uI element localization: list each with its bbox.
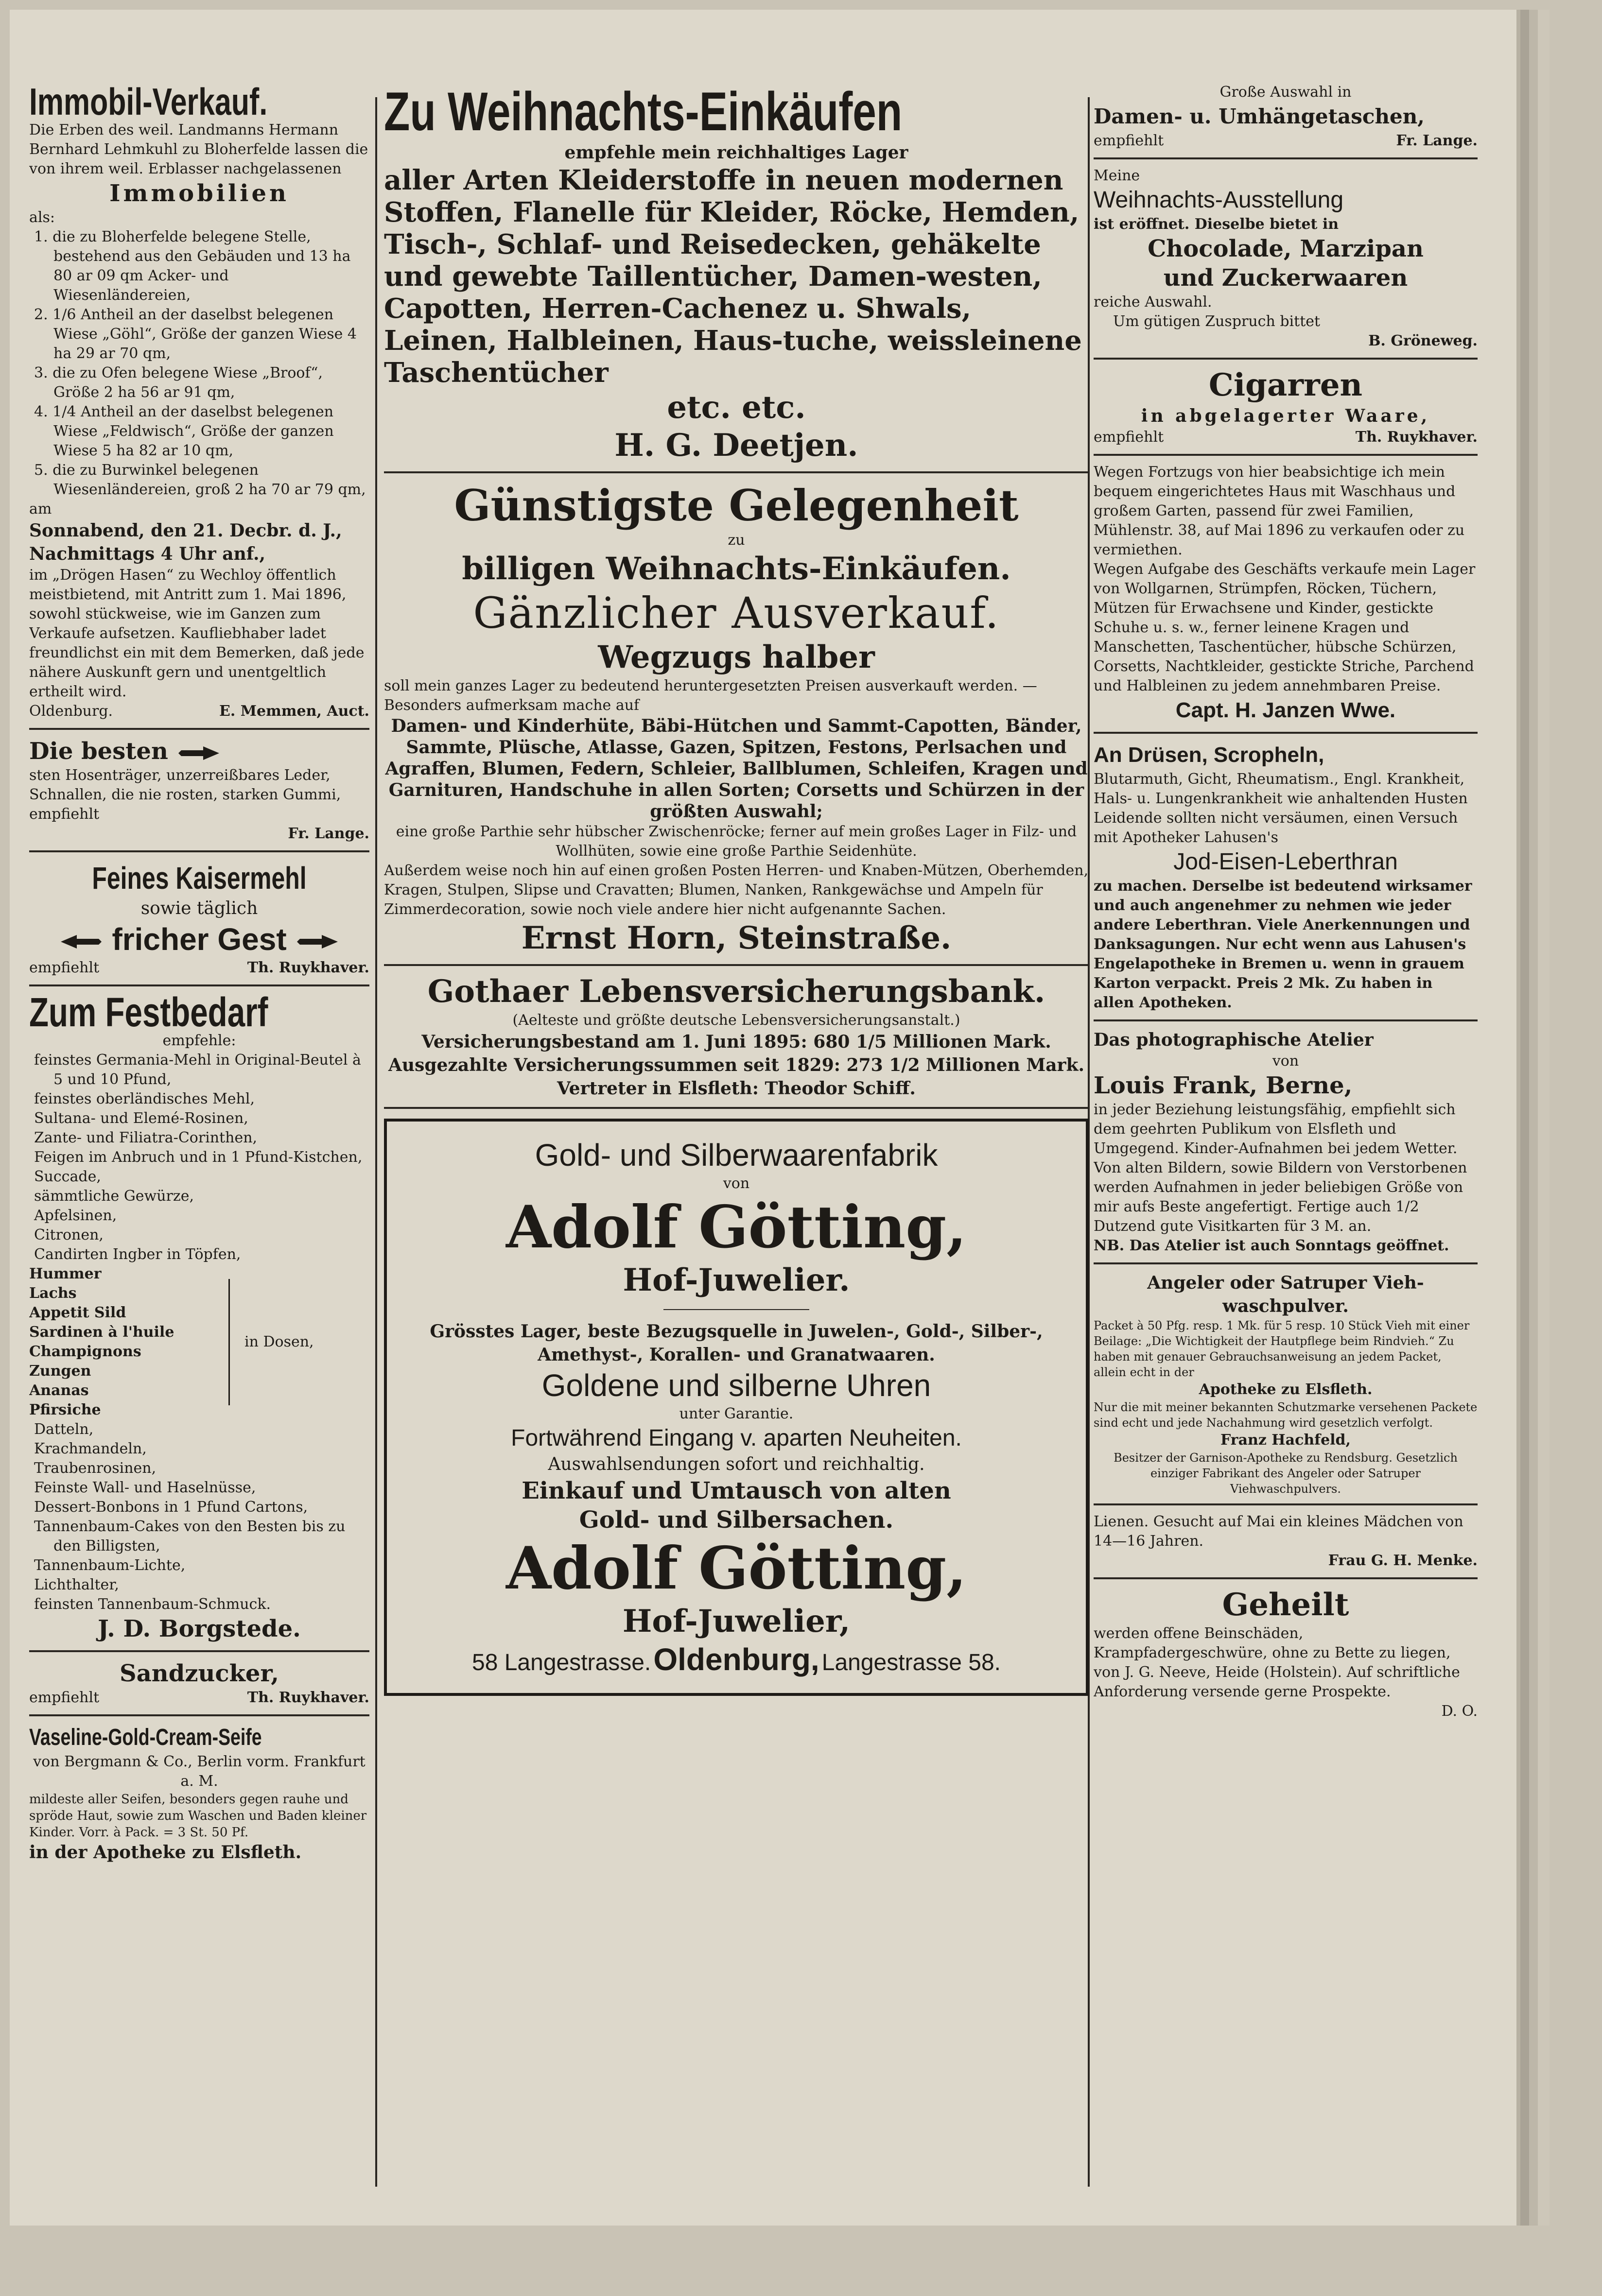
divider [1094, 157, 1478, 159]
ad-title: Cigarren [1208, 367, 1363, 403]
company-address [397, 1640, 1076, 1678]
ad-title-3: und Zuckerwaaren [1163, 264, 1408, 292]
ad-signer: in der Apotheke zu Elsfleth. [29, 1842, 302, 1863]
ad-title: Gothaer Lebensversicherungsbank. [427, 973, 1045, 1010]
ad-signer: Ernst Horn, Steinstraße. [521, 920, 952, 956]
ad-body: Blutarmuth, Gicht, Rheumatism., Engl. Krankheit, Hals- u. Lungenkrankheit wie anhaltenden Husten Leidende sollten nicht versäumen, einen Versuch mit Apotheker Lahusen's [1094, 771, 1468, 846]
divider [663, 1309, 809, 1310]
ad-zuspruch: Um gütigen Zuspruch bittet [1113, 313, 1321, 330]
frank-ad [1094, 1028, 1478, 1256]
ad-line: Große Auswahl in [1219, 84, 1352, 101]
ad-body: sten Hosenträger, unzerreißbares Leder, Schnallen, die nie rosten, starken Gummi, empfiehlt [29, 767, 341, 823]
ad-signer: H. G. Deetjen. [614, 427, 858, 464]
divider [1094, 732, 1478, 734]
hosentraeger-ad [29, 737, 369, 844]
ad-signer: Th. Ruykhaver. [247, 959, 369, 976]
ad-apotheke: Apotheke zu Elsfleth. [1199, 1381, 1373, 1398]
ad-signer: Frau G. H. Menke. [1328, 1552, 1478, 1569]
ad-title: Damen- u. Umhängetaschen, [1094, 104, 1425, 128]
ad-von: von [723, 1175, 750, 1192]
list-item: Pfirsiche [29, 1401, 101, 1418]
divider [1094, 1503, 1478, 1505]
divider [1094, 358, 1478, 360]
divider [29, 984, 369, 986]
ad-title: Angeler oder Satruper Vieh-waschpulver. [1147, 1273, 1424, 1316]
company-sub: Hof-Juwelier. [623, 1262, 850, 1298]
ad-dd: D. O. [1441, 1703, 1478, 1720]
ad-title: Feines Kaisermehl [92, 861, 307, 896]
ad-auswahl: Auswahlsendungen sofort und reichhaltig. [548, 1454, 925, 1474]
lahusen-ad [1094, 741, 1478, 1013]
divider [29, 728, 369, 730]
list-item: Lachs [29, 1285, 77, 1302]
dosen-list [29, 1264, 214, 1420]
ad-etc: etc. etc. [667, 389, 806, 426]
immobil-ad [29, 83, 369, 721]
company-name: Adolf Götting, [506, 1534, 967, 1603]
list-item: Feigen im Anbruch und in 1 Pfund-Kistchen, [34, 1149, 363, 1166]
sandzucker-ad [29, 1659, 369, 1708]
list-item: Lichthalter, [34, 1576, 119, 1593]
ad-line: sowie täglich [140, 898, 258, 918]
ad-title: Gold- und Silberwaarenfabrik [535, 1138, 938, 1173]
ad-neuheiten: Fortwährend Eingang v. aparten Neuheiten. [511, 1425, 962, 1451]
divider [384, 471, 1089, 473]
ad-body: mildeste aller Seifen, besonders gegen rauhe und spröde Haut, sowie zum Waschen und Baden kleiner Kinder. Vorr. à Pack. = 3 St. 50 Pf. [29, 1792, 367, 1840]
property-list [29, 227, 369, 500]
address-city: Oldenburg, [653, 1642, 819, 1677]
ad-title: Sandzucker, [120, 1660, 279, 1687]
divider [29, 850, 369, 852]
company-name: Adolf Götting, [506, 1193, 967, 1261]
ad-signer: Th. Ruykhaver. [247, 1689, 369, 1706]
ad-title: Immobil-Verkauf. [29, 83, 268, 123]
ad-signer: J. D. Borgstede. [98, 1615, 301, 1642]
ad-items: Damen- und Kinderhüte, Bäbi-Hütchen und Sammt-Capotten, Bänder, Sammte, Plüsche, Atlasse, Gazen, Spitzen, Festons, Perlsachen und Agraffen, Blumen, Federn, Schleier, Ballblumen, Schleifen, Kragen und Garnituren, Handschuhe in allen Sorten; Corsetts und Schürzen in der größten Auswahl; [385, 716, 1088, 822]
list-item: Traubenrosinen, [34, 1460, 157, 1477]
ad-signer: Fr. Lange. [1396, 132, 1478, 149]
list-item: feinstes oberländisches Mehl, [34, 1090, 255, 1107]
deetjen-ad [384, 83, 1089, 465]
divider [384, 1107, 1089, 1109]
lange-ad [1094, 83, 1478, 151]
ad-als: als: [29, 209, 55, 226]
ad-line: von Bergmann & Co., Berlin vorm. Frankfurt a. M. [33, 1753, 366, 1790]
ad-meine: Meine [1094, 167, 1140, 184]
goetting-ad [384, 1119, 1089, 1696]
pointing-hand-icon [295, 932, 339, 951]
column-left [29, 83, 369, 2177]
ad-title-text: Die besten [29, 738, 168, 765]
ad-sub: (Aelteste und größte deutsche Lebensversicherungsanstalt.) [512, 1012, 960, 1029]
list-item: Datteln, [34, 1421, 94, 1438]
company-sub: Hof-Juwelier, [622, 1603, 851, 1640]
ad-empf: empfiehlt [29, 1689, 100, 1706]
ad-body-2: zu machen. Derselbe ist bedeutend wirksamer und auch angenehmer zu nehmen wie jeder andere Leberthran. Viele Anerkennungen und Danksagungen. Nur echt wenn aus Lahusen's Engelapotheke in Bremen u. wenn in grauem Karton verpackt. Preis 2 Mk. Zu haben in allen Apotheken. [1094, 878, 1472, 1011]
ad-title-4: Wegzugs halber [598, 639, 875, 675]
list-item: Appetit Sild [29, 1304, 126, 1321]
dosen-group [29, 1264, 369, 1420]
ad-reiche: reiche Auswahl. [1094, 293, 1212, 311]
divider [1094, 454, 1478, 456]
groeneweg-ad [1094, 166, 1478, 351]
ad-title-2: billigen Weihnachts-Einkäufen. [462, 551, 1011, 587]
divider [1094, 1262, 1478, 1264]
list-item: Champignons [29, 1343, 141, 1360]
vaseline-ad [29, 1723, 369, 1864]
ad-body: Lienen. Gesucht auf Mai ein kleines Mädchen von 14—16 Jahren. [1094, 1513, 1463, 1550]
ad-signer: E. Memmen, Auct. [219, 703, 369, 720]
divider [29, 1650, 369, 1652]
ad-line: Versicherungsbestand am 1. Juni 1895: 680 1/5 Millionen Mark. [421, 1032, 1051, 1052]
ad-title-text: fricher Gest [112, 922, 287, 957]
kaisermehl-ad [29, 859, 369, 978]
ad-signer: Th. Ruykhaver. [1355, 429, 1478, 446]
ad-empf: empfiehlt [1094, 132, 1164, 149]
ad-line: Ausgezahlte Versicherungssummen seit 1829: 273 1/2 Millionen Mark. [388, 1055, 1085, 1075]
pointing-hand-icon [176, 743, 220, 763]
list-item: Hummer [29, 1265, 102, 1282]
ad-title: Das photographische Atelier [1094, 1030, 1374, 1050]
ad-title: Zum Festbedarf [29, 989, 268, 1035]
list-item: Apfelsinen, [34, 1207, 117, 1224]
ad-note: Nur die mit meiner bekannten Schutzmarke versehenen Packete sind echt und jede Nachahmung wird gesetzlich verfolgt. [1094, 1400, 1478, 1430]
list-item: Sultana- und Elemé-Rosinen, [34, 1110, 248, 1127]
goods-list [29, 1051, 369, 1264]
brace [228, 1279, 237, 1405]
ad-footer [29, 1688, 369, 1708]
horn-ad [384, 480, 1089, 957]
ad-line: in abgelagerter Waare, [1141, 406, 1430, 426]
ad-title: Weihnachts-Ausstellung [1094, 187, 1344, 213]
ad-footer [29, 702, 369, 721]
list-item: Dessert-Bonbons in 1 Pfund Cartons, [34, 1499, 308, 1516]
ad-einkauf: Einkauf und Umtausch von alten [522, 1477, 951, 1504]
ad-body-2: Wegen Aufgabe des Geschäfts verkaufe mein Lager von Wollgarnen, Strümpfen, Röcken, Tüchern, Mützen für Erwachsene und Kinder, gestickte Schuhe u. s. w., ferner leinene Kragen und Manschetten, Taschentücher, hübsche Schürzen, Corsetts, Nachtkleider, gestickte Striche, Parchend und Halbleinen zu jedem annehmbaren Preise. [1094, 561, 1476, 694]
ad-body: im „Drögen Hasen“ zu Wechloy öffentlich meistbietend, mit Antritt zum 1. Mai 1896, sowohl stückweise, wie im Ganzen zum Verkaufe aufsetzen. Kaufliebhaber ladet freundlichst ein mit dem Bemerken, daß jede nähere Auskunft gern und unentgeltlich ertheilt wird. [29, 567, 365, 700]
divider [1094, 1019, 1478, 1021]
list-item: 2. 1/6 Antheil an der daselbst belegenen Wiese „Göhl“, Größe der ganzen Wiese 4 ha 29 ar 70 qm, [34, 306, 357, 362]
ad-signer: Fr. Lange. [288, 825, 369, 842]
ad-empf: empfehle: [162, 1032, 236, 1049]
list-item: Tannenbaum-Lichte, [34, 1557, 186, 1574]
cigarren-ad [1094, 366, 1478, 447]
ad-footer [29, 958, 369, 978]
ad-title-2 [29, 920, 369, 958]
divider [29, 1714, 369, 1716]
ad-body-2: eine große Parthie sehr hübscher Zwischenröcke; ferner auf mein großes Lager in Filz- und Wollhüten, sowie eine große Parthie Seidenhüte. [396, 823, 1077, 860]
neeve-ad [1094, 1586, 1478, 1721]
ad-title: An Drüsen, Scropheln, [1094, 743, 1324, 767]
list-item: Zungen [29, 1363, 91, 1380]
ad-von: von [1272, 1053, 1299, 1070]
address-right: Langestrasse 58. [821, 1650, 1001, 1675]
ad-title: Günstigste Gelegenheit [454, 480, 1019, 531]
list-item: feinsten Tannenbaum-Schmuck. [34, 1596, 271, 1613]
divider [384, 964, 1089, 966]
list-item: Ananas [29, 1382, 89, 1399]
ad-title [29, 737, 369, 766]
list-item: 3. die zu Ofen belegene Wiese „Broof“, Größe 2 ha 56 ar 91 qm, [34, 364, 323, 401]
menke-ad [1094, 1512, 1478, 1571]
ad-footer [1094, 428, 1478, 447]
ad-title: Vaseline-Gold-Cream-Seife [29, 1725, 262, 1750]
ad-body-3: Außerdem weise noch hin auf einen großen Posten Herren- und Knaben-Mützen, Oberhemden, Kragen, Stulpen, Slipse und Cravatten; Blumen, Nanken, Rankgewächse und Ampeln für Zimmerdecoration, sowie noch viele andere hier nicht aufgenannte Sachen. [384, 862, 1089, 918]
list-item: Citronen, [34, 1226, 104, 1243]
list-item: feinstes Germania-Mehl in Original-Beutel à 5 und 10 Pfund, [34, 1052, 361, 1088]
ad-zu: zu [728, 532, 745, 549]
ad-heading: Immobilien [109, 180, 289, 207]
divider [1094, 1577, 1478, 1579]
ad-garantie: unter Garantie. [679, 1405, 794, 1422]
list-item: Succade, [34, 1168, 101, 1185]
list-item: Sardinen à l'huile [29, 1324, 174, 1341]
list-item: Krachmandeln, [34, 1440, 147, 1457]
column-right [1094, 83, 1478, 2177]
ad-body: werden offene Beinschäden, Krampfadergeschwüre, ohne zu Bette zu liegen, von J. G. Neeve, Heide (Holstein). Auf schriftliche Anforderung versende gerne Prospekte. [1094, 1625, 1460, 1700]
ad-body: soll mein ganzes Lager zu bedeutend heruntergesetzten Preisen ausverkauft werden. — Besonders aufmerksam mache auf [384, 677, 1037, 714]
column-middle [384, 83, 1089, 2177]
ad-uhren: Goldene und silberne Uhren [541, 1368, 931, 1403]
list-item: Candirten Ingber in Töpfen, [34, 1246, 241, 1263]
ad-signer: B. Gröneweg. [1368, 332, 1478, 349]
ad-body: Packet à 50 Pfg. resp. 1 Mk. für 5 resp. 10 Stück Vieh mit einer Beilage: „Die Wichtigkeit der Hautpflege beim Rindvieh.“ Zu haben mit genauer Gebrauchsanweisung an jedem Packet, allein echt in der [1094, 1319, 1470, 1379]
ad-intro: Die Erben des weil. Landmanns Hermann Bernhard Lehmkuhl zu Bloherfelde lassen die von ihrem weil. Erblasser nachgelassenen [29, 121, 368, 177]
ad-time: Nachmittags 4 Uhr anf., [29, 544, 266, 564]
ad-line: Vertreter in Elsfleth: Theodor Schiff. [557, 1078, 916, 1099]
viehwasch-ad [1094, 1271, 1478, 1497]
ad-name: Franz Hachfeld, [1220, 1432, 1351, 1449]
dosen-label: in Dosen, [244, 1333, 314, 1350]
ad-line: Besitzer der Garnison-Apotheke zu Rendsburg. Gesetzlich einziger Fabrikant des Angeler oder Satruper Viehwaschpulvers. [1114, 1451, 1458, 1496]
janzen-ad [1094, 463, 1478, 725]
ad-body: Wegen Fortzugs von hier beabsichtige ich mein bequem eingerichtetes Haus mit Waschhaus und großem Garten, passend für zwei Familien, Mühlenstr. 38, auf Mai 1896 zu verkaufen oder zu vermiethen. [1094, 464, 1465, 558]
ad-empf: empfiehlt [29, 959, 100, 976]
list-item: 5. die zu Burwinkel belegenen Wiesenländereien, groß 2 ha 70 ar 79 qm, [34, 462, 366, 498]
ad-body: in jeder Beziehung leistungsfähig, empfiehlt sich dem geehrten Publikum von Elsfleth und Umgegend. Kinder-Aufnahmen bei jedem Wetter. Von alten Bildern, sowie Bildern von Verstorbenen werden Aufnahmen in jeder beliebigen Größe von mir aufs Beste angefertigt. Fertige auch 1/2 Dutzend gute Visitkarten für 3 M. an. [1094, 1101, 1467, 1235]
ad-footer [1094, 131, 1478, 151]
list-item: sämmtliche Gewürze, [34, 1188, 194, 1205]
ad-body: aller Arten Kleiderstoffe in neuen modernen Stoffen, Flanelle für Kleider, Röcke, Hemden, Tisch-, Schlaf- und Reisedecken, gehäkelte und gewebte Taillentücher, Damen-westen, Capotten, Herren-Cachenez u. Shwals, Leinen, Halbleinen, Haus-tuche, weissleinene Taschentücher [384, 164, 1082, 389]
newspaper-page [10, 10, 1520, 2226]
ad-title-2: Chocolade, Marzipan [1148, 235, 1424, 262]
ad-signer: Capt. H. Janzen Wwe. [1175, 698, 1396, 722]
list-item: 1. die zu Bloherfelde belegene Stelle, bestehend aus den Gebäuden und 13 ha 80 ar 09 qm Acker- und Wiesenländereien, [34, 228, 351, 304]
ad-date: Sonnabend, den 21. Decbr. d. J., [29, 520, 342, 541]
list-item: 4. 1/4 Antheil an der daselbst belegenen Wiese „Feldwisch“, Größe der ganzen Wiese 5 ha 82 ar 10 qm, [34, 403, 334, 459]
ad-empf: empfiehlt [1094, 429, 1164, 446]
ad-line: ist eröffnet. Dieselbe bietet in [1094, 216, 1339, 233]
ad-title: Zu Weihnachts-Einkäufen [384, 83, 903, 142]
address-left: 58 Langestrasse. [472, 1650, 651, 1675]
list-item: Tannenbaum-Cakes von den Besten bis zu den Billigsten, [34, 1518, 346, 1554]
list-item: Feinste Wall- und Haselnüsse, [34, 1479, 256, 1496]
product-name: Jod-Eisen-Leberthran [1173, 849, 1398, 875]
festbedarf-ad [29, 989, 369, 1643]
ad-nb: NB. Das Atelier ist auch Sonntags geöffnet. [1094, 1237, 1449, 1254]
ad-lager: Grösstes Lager, beste Bezugsquelle in Juwelen-, Gold-, Silber-, Amethyst-, Korallen- und Granatwaaren. [430, 1321, 1043, 1365]
ad-am: am [29, 501, 52, 518]
column-rule [375, 97, 377, 2187]
list-item: Zante- und Filiatra-Corinthen, [34, 1129, 258, 1146]
ad-title-3: Gänzlicher Ausverkauf. [473, 588, 1000, 638]
ad-name: Louis Frank, Berne, [1094, 1072, 1353, 1099]
ad-line: empfehle mein reichhaltiges Lager [564, 142, 908, 163]
ad-title: Geheilt [1222, 1587, 1349, 1623]
ad-place: Oldenburg. [29, 703, 113, 720]
ad-einkauf: Gold- und Silbersachen. [579, 1506, 894, 1534]
pointing-hand-icon [60, 932, 104, 951]
gotha-ad [384, 973, 1089, 1100]
goods-list-2 [29, 1420, 369, 1614]
